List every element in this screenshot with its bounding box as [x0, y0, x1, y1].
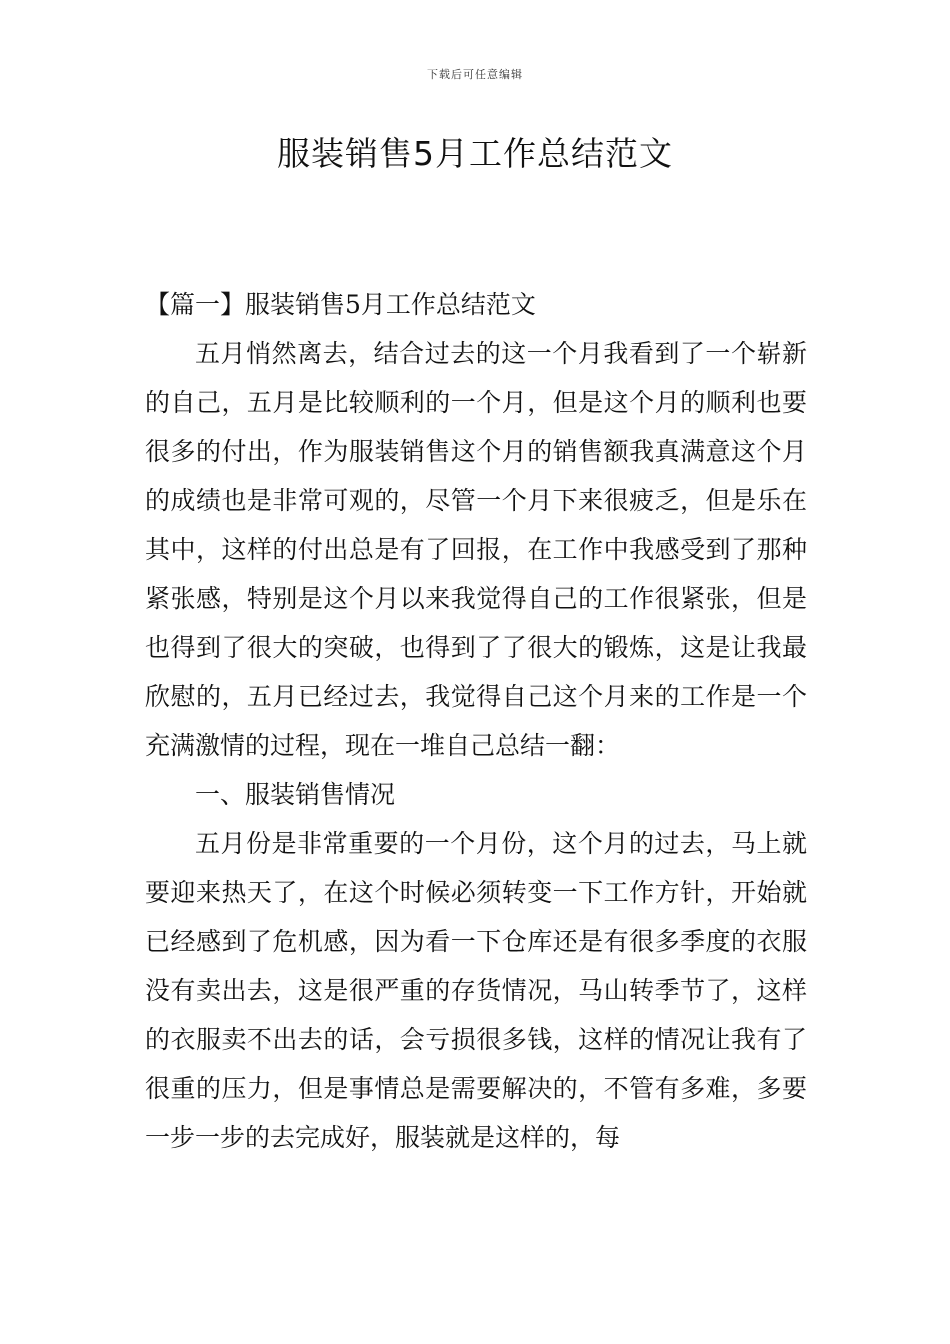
document-body [145, 280, 807, 1162]
subheading-sales-situation: 一、服装销售情况 [195, 780, 396, 809]
paragraph-sales-detail: 五月份是非常重要的一个月份，这个月的过去，马上就要迎来热天了，在这个时候必须转变一下工作方针，开始就已经感到了危机感，因为看一下仓库还是有很多季度的衣服没有卖出去，这是很严重的存货情况，马山转季节了，这样的衣服卖不出去的话，会亏损很多钱，这样的情况让我有了很重的压力，但是事情总是需要解决的，不管有多难，多要一步一步的去完成好，服装就是这样的，每 [145, 829, 807, 1152]
paragraph-intro: 五月悄然离去，结合过去的这一个月我看到了一个崭新的自己，五月是比较顺利的一个月，但是这个月的顺利也要很多的付出，作为服装销售这个月的销售额我真满意这个月的成绩也是非常可观的，尽管一个月下来很疲乏，但是乐在其中，这样的付出总是有了回报，在工作中我感受到了那种紧张感，特别是这个月以来我觉得自己的工作很紧张，但是也得到了很大的突破，也得到了了很大的锻炼，这是让我最欣慰的，五月已经过去，我觉得自己这个月来的工作是一个充满激情的过程，现在一堆自己总结一翻： [145, 339, 807, 760]
document-title: 服装销售5月工作总结范文 [277, 134, 673, 173]
section-heading: 【篇一】服装销售5月工作总结范文 [145, 290, 536, 319]
page-header-note: 下载后可任意编辑 [427, 68, 523, 81]
